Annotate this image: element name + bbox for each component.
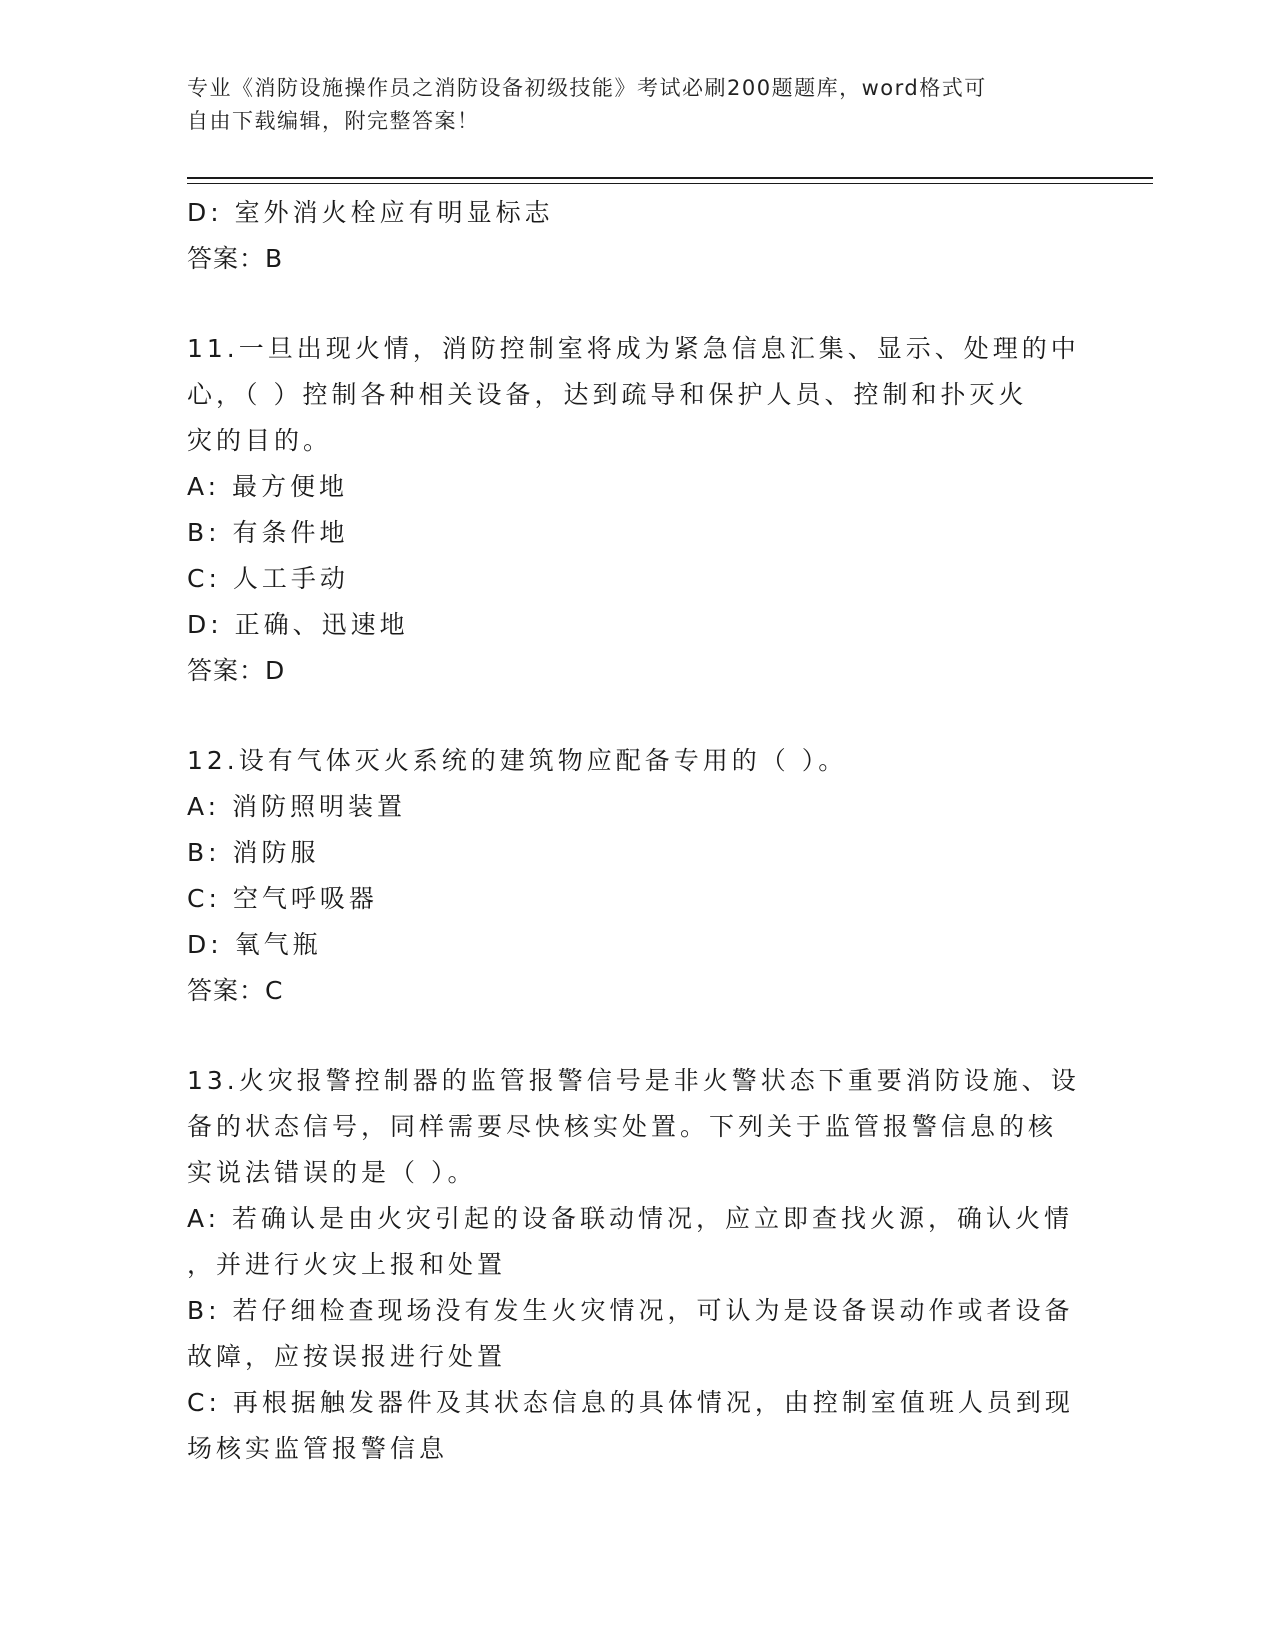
header-line-2: 自由下载编辑，附完整答案！ (187, 109, 480, 133)
spacer (187, 694, 1087, 738)
header-line-1: 专业《消防设施操作员之消防设备初级技能》考试必刷200题题库，word格式可 (187, 76, 987, 100)
question-13-option-b-cont: 故障，应按误报进行处置 (187, 1342, 507, 1371)
question-13-line: 备的状态信号，同样需要尽快核实处置。下列关于监管报警信息的核 (187, 1112, 1058, 1141)
question-13-option-a: A: 若确认是由火灾引起的设备联动情况，应立即查找火源，确认火情 (187, 1204, 1074, 1233)
question-13-line: 实说法错误的是（ ）。 (187, 1158, 477, 1187)
question-13 (187, 1058, 1087, 1472)
question-11-option-a: A: 最方便地 (187, 472, 349, 501)
question-12-option-c: C: 空气呼吸器 (187, 884, 378, 913)
question-13-line: 13.火灾报警控制器的监管报警信号是非火警状态下重要消防设施、设 (187, 1066, 1080, 1095)
question-11-option-b: B: 有条件地 (187, 518, 349, 547)
question-12-answer: 答案：C (187, 976, 284, 1005)
question-content (187, 190, 1087, 1472)
prev-option-d: D: 室外消火栓应有明显标志 (187, 198, 554, 227)
question-12-option-a: A: 消防照明装置 (187, 792, 407, 821)
question-11-answer: 答案：D (187, 656, 286, 685)
question-11-line: 灾的目的。 (187, 426, 333, 455)
question-13-option-b: B: 若仔细检查现场没有发生火灾情况，可认为是设备误动作或者设备 (187, 1296, 1074, 1325)
question-11-line: 11.一旦出现火情，消防控制室将成为紧急信息汇集、显示、处理的中 (187, 334, 1080, 363)
question-12-line: 12.设有气体灭火系统的建筑物应配备专用的（ ）。 (187, 746, 848, 775)
question-12 (187, 738, 1087, 1014)
question-13-option-c-cont: 场核实监管报警信息 (187, 1434, 449, 1463)
prev-answer: 答案：B (187, 244, 284, 273)
question-12-option-b: B: 消防服 (187, 838, 320, 867)
spacer (187, 282, 1087, 326)
question-11 (187, 326, 1087, 694)
spacer (187, 1014, 1087, 1058)
header-divider-thick (187, 177, 1153, 179)
question-11-line: 心，（ ）控制各种相关设备，达到疏导和保护人员、控制和扑灭火 (187, 380, 1028, 409)
question-11-option-c: C: 人工手动 (187, 564, 349, 593)
header-divider-thin (187, 183, 1153, 184)
question-11-option-d: D: 正确、迅速地 (187, 610, 409, 639)
document-header (187, 72, 1067, 138)
question-12-option-d: D: 氧气瓶 (187, 930, 322, 959)
question-13-option-a-cont: ，并进行火灾上报和处置 (187, 1250, 507, 1279)
question-13-option-c: C: 再根据触发器件及其状态信息的具体情况，由控制室值班人员到现 (187, 1388, 1074, 1417)
